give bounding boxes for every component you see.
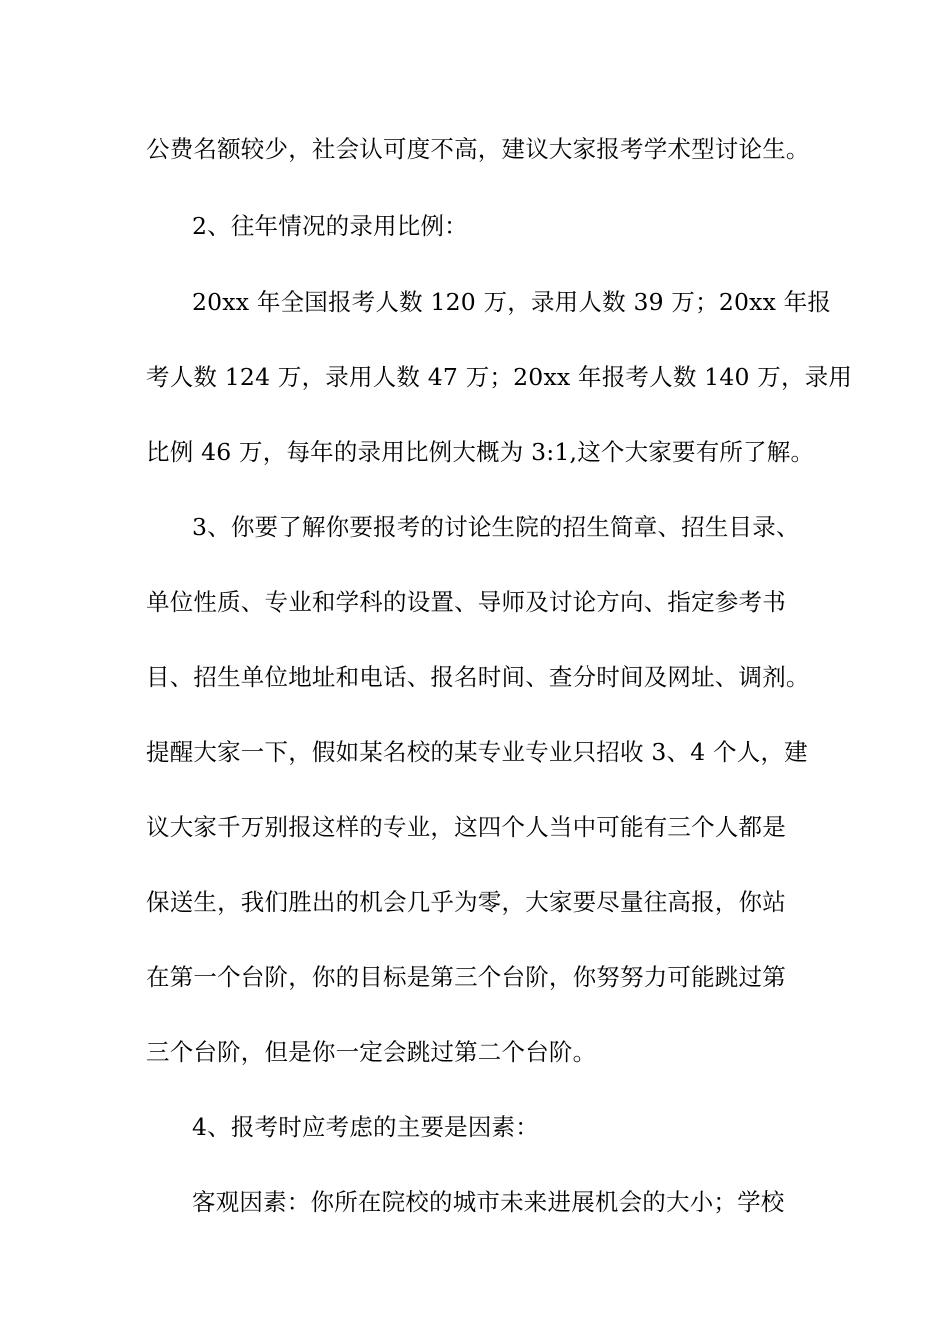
paragraph-line-11: 保送生，我们胜出的机会几乎为零，大家要尽量往高报，你站 bbox=[146, 888, 786, 916]
paragraph-line-10: 议大家千万别报这样的专业，这四个人当中可能有三个人都是 bbox=[146, 813, 786, 841]
paragraph-line-4: 考人数 124 万，录用人数 47 万；20xx 年报考人数 140 万，录用 bbox=[146, 363, 853, 391]
section-heading-3: 3、你要了解你要报考的讨论生院的招生简章、招生目录、 bbox=[192, 513, 800, 541]
paragraph-line-12: 在第一个台阶，你的目标是第三个台阶，你努努力可能跳过第 bbox=[146, 963, 786, 991]
paragraph-line-9: 提醒大家一下，假如某名校的某专业专业只招收 3、4 个人，建 bbox=[146, 738, 808, 766]
paragraph-line-15: 客观因素：你所在院校的城市未来进展机会的大小；学校 bbox=[192, 1188, 785, 1216]
paragraph-line-13: 三个台阶，但是你一定会跳过第二个台阶。 bbox=[146, 1038, 597, 1066]
paragraph-line-3: 20xx 年全国报考人数 120 万，录用人数 39 万；20xx 年报 bbox=[192, 288, 832, 316]
section-heading-2: 2、往年情况的录用比例： bbox=[192, 212, 468, 240]
paragraph-line-1: 公费名额较少，社会认可度不高，建议大家报考学术型讨论生。 bbox=[146, 135, 810, 163]
section-heading-4: 4、报考时应考虑的主要是因素： bbox=[192, 1113, 539, 1141]
paragraph-line-5: 比例 46 万，每年的录用比例大概为 3:1,这个大家要有所了解。 bbox=[146, 438, 815, 466]
paragraph-line-8: 目、招生单位地址和电话、报名时间、查分时间及网址、调剂。 bbox=[146, 663, 810, 691]
paragraph-line-7: 单位性质、专业和学科的设置、导师及讨论方向、指定参考书 bbox=[146, 588, 786, 616]
